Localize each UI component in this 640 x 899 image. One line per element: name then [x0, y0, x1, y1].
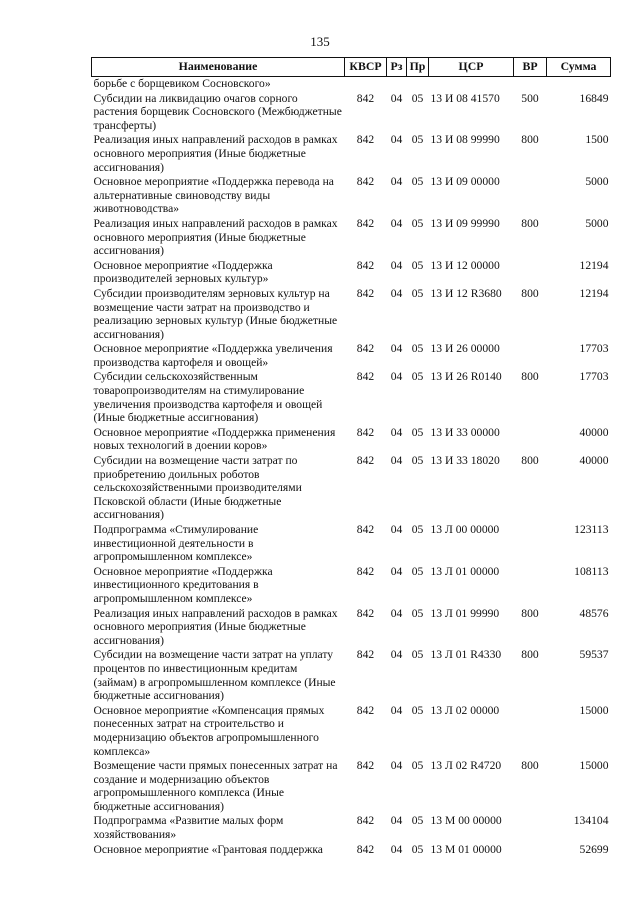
cell-kvsr: 842 [356, 759, 375, 773]
budget-table [91, 57, 611, 857]
cell-name: Основное мероприятие «Компенсация прямых понесенных затрат на строительство и модернизацию объектов агропромышленного комплекса» [93, 703, 325, 758]
cell-name: Основное мероприятие «Поддержка увеличения производства картофеля и овощей» [93, 342, 333, 369]
cell-csr: 13 И 26 R0140 [430, 370, 502, 384]
cell-rz: 04 [390, 133, 403, 147]
table-row [92, 133, 611, 175]
table-row [92, 607, 611, 649]
cell-pr: 05 [411, 759, 424, 773]
cell-name: Основное мероприятие «Поддержка перевода на альтернативные свиноводству виды животноводства» [93, 175, 334, 216]
cell-rz: 04 [390, 175, 403, 189]
cell-pr: 05 [411, 370, 424, 384]
page-number: 135 [310, 34, 330, 49]
cell-sum: 16849 [579, 91, 609, 105]
cell-kvsr: 842 [356, 842, 375, 856]
cell-rz [387, 77, 407, 92]
cell-pr [407, 77, 429, 92]
cell-csr: 13 И 12 R3680 [430, 286, 502, 300]
cell-vr [514, 342, 547, 370]
cell-kvsr: 842 [356, 342, 375, 356]
cell-name: Реализация иных направлений расходов в рамках основного мероприятия (Иные бюджетные ассигнования) [93, 133, 338, 174]
cell-rz: 04 [390, 564, 403, 578]
cell-sum: 17703 [579, 370, 609, 384]
cell-rz: 04 [390, 606, 403, 620]
cell-kvsr: 842 [356, 216, 375, 230]
cell-csr: 13 Л 01 R4330 [430, 648, 502, 662]
header-name: Наименование [92, 58, 345, 77]
table-row [92, 843, 611, 858]
cell-name: Субсидии на возмещение части затрат на уплату процентов по инвестиционным кредитам (займам) в агропромышленном комплексе (Иные бюджетные ассигнования) [93, 648, 336, 703]
cell-csr: 13 И 12 00000 [430, 258, 500, 272]
table-row [92, 454, 611, 523]
cell-name: Основное мероприятие «Поддержка производителей зерновых культур» [93, 258, 273, 286]
cell-sum [547, 77, 611, 92]
header-csr: ЦСР [429, 58, 514, 77]
cell-sum: 15000 [579, 759, 609, 773]
table-row [92, 759, 611, 814]
cell-name: Основное мероприятие «Поддержка инвестиционного кредитования в агропромышленном комплексе» [93, 564, 273, 605]
cell-pr: 05 [411, 425, 424, 439]
cell-sum: 134104 [573, 814, 609, 828]
cell-sum: 108113 [574, 564, 609, 578]
table-row [92, 648, 611, 703]
table-row [92, 814, 611, 842]
cell-pr: 05 [411, 286, 424, 300]
cell-vr: 800 [521, 454, 539, 468]
cell-rz: 04 [390, 342, 403, 356]
cell-pr: 05 [411, 703, 424, 717]
cell-sum: 123113 [574, 523, 609, 536]
cell-pr: 05 [411, 454, 424, 468]
header-sum: Сумма [547, 58, 611, 77]
cell-rz: 04 [390, 286, 403, 300]
cell-pr: 05 [411, 606, 424, 620]
cell-pr: 05 [411, 91, 424, 105]
cell-sum: 40000 [579, 454, 609, 468]
cell-csr: 13 Л 00 00000 [430, 523, 500, 536]
cell-vr [514, 704, 547, 759]
cell-rz: 04 [390, 703, 403, 717]
table-header-row [92, 58, 611, 77]
table-row [92, 259, 611, 287]
cell-kvsr: 842 [356, 703, 375, 717]
cell-pr: 05 [411, 175, 424, 189]
cell-vr [514, 814, 547, 842]
cell-csr: 13 И 09 00000 [430, 175, 500, 189]
cell-name: Субсидии на ликвидацию очагов сорного растения борщевик Сосновского (Межбюджетные трансферты) [93, 91, 342, 132]
cell-pr: 05 [411, 564, 424, 578]
table-row [92, 77, 611, 92]
cell-rz: 04 [390, 523, 403, 536]
cell-rz: 04 [390, 454, 403, 468]
cell-csr: 13 И 08 99990 [430, 133, 500, 147]
cell-pr: 05 [411, 216, 424, 230]
cell-csr: 13 Л 01 99990 [430, 606, 500, 620]
table-row [92, 92, 611, 134]
table-row [92, 704, 611, 759]
cell-csr: 13 Л 01 00000 [430, 564, 500, 578]
cell-kvsr [345, 77, 387, 92]
cell-name: Основное мероприятие «Поддержка применения новых технологий в доении коров» [93, 425, 336, 453]
table-row [92, 217, 611, 259]
cell-vr [514, 565, 547, 607]
cell-kvsr: 842 [356, 454, 375, 468]
cell-vr [514, 175, 547, 217]
cell-sum: 5000 [585, 175, 609, 189]
cell-sum: 5000 [585, 216, 609, 230]
table-row [92, 426, 611, 454]
table-row [92, 523, 611, 565]
cell-rz: 04 [390, 648, 403, 662]
cell-sum: 17703 [579, 342, 609, 356]
table-row [92, 565, 611, 607]
cell-sum: 48576 [579, 606, 609, 620]
cell-vr: 800 [521, 216, 539, 230]
cell-rz: 04 [390, 258, 403, 272]
cell-name: Возмещение части прямых понесенных затрат на создание и модернизацию объектов агропромышленного комплекса (Иные бюджетные ассигнования) [93, 759, 338, 813]
cell-sum: 15000 [579, 703, 609, 717]
cell-sum: 1500 [585, 133, 609, 147]
cell-csr [429, 77, 514, 92]
cell-csr: 13 И 33 00000 [430, 425, 500, 439]
cell-csr: 13 И 26 00000 [430, 342, 500, 356]
cell-name: Основное мероприятие «Грантовая поддержка [93, 842, 323, 856]
cell-vr: 800 [521, 370, 539, 384]
cell-sum: 12194 [579, 286, 609, 300]
cell-rz: 04 [390, 370, 403, 384]
cell-sum: 12194 [579, 258, 609, 272]
cell-sum: 52699 [579, 842, 609, 856]
cell-kvsr: 842 [356, 425, 375, 439]
cell-kvsr: 842 [356, 258, 375, 272]
cell-name: Субсидии производителям зерновых культур на возмещение части затрат на производство и реализацию зерновых культур (Иные бюджетные ассигнования) [93, 286, 338, 341]
cell-name: Реализация иных направлений расходов в рамках основного мероприятия (Иные бюджетные ассигнования) [93, 606, 338, 647]
cell-rz: 04 [390, 216, 403, 230]
cell-name: Реализация иных направлений расходов в рамках основного мероприятия (Иные бюджетные ассигнования) [93, 216, 338, 258]
cell-vr: 800 [521, 133, 539, 147]
cell-kvsr: 842 [356, 286, 375, 300]
cell-kvsr: 842 [356, 648, 375, 662]
cell-name: Подпрограмма «Стимулирование инвестиционной деятельности в агропромышленном комплексе» [93, 523, 259, 564]
cell-rz: 04 [390, 842, 403, 856]
cell-kvsr: 842 [356, 91, 375, 105]
cell-csr: 13 Л 02 R4720 [430, 759, 502, 773]
cell-vr: 800 [521, 759, 539, 773]
cell-pr: 05 [411, 648, 424, 662]
cell-pr: 05 [411, 523, 424, 536]
cell-name: борьбе с борщевиком Сосновского» [93, 77, 271, 90]
cell-csr: 13 И 08 41570 [430, 91, 500, 105]
cell-vr [514, 426, 547, 454]
cell-kvsr: 842 [356, 523, 375, 536]
cell-kvsr: 842 [356, 814, 375, 828]
cell-csr: 13 И 09 99990 [430, 216, 500, 230]
cell-pr: 05 [411, 258, 424, 272]
cell-pr: 05 [411, 342, 424, 356]
cell-csr: 13 И 33 18020 [430, 454, 500, 468]
cell-vr: 500 [521, 91, 539, 105]
cell-vr: 800 [521, 648, 539, 662]
cell-vr [514, 259, 547, 287]
header-kvsr: КВСР [345, 58, 387, 77]
table-row [92, 175, 611, 217]
cell-vr [514, 523, 547, 565]
cell-rz: 04 [390, 91, 403, 105]
cell-kvsr: 842 [356, 564, 375, 578]
cell-csr: 13 М 00 00000 [430, 814, 502, 828]
cell-kvsr: 842 [356, 175, 375, 189]
cell-csr: 13 М 01 00000 [430, 842, 502, 856]
cell-pr: 05 [411, 842, 424, 856]
cell-csr: 13 Л 02 00000 [430, 703, 500, 717]
cell-rz: 04 [390, 814, 403, 828]
table-row [92, 287, 611, 342]
cell-kvsr: 842 [356, 606, 375, 620]
cell-name: Подпрограмма «Развитие малых форм хозяйствования» [93, 814, 284, 842]
header-pr: Пр [407, 58, 429, 77]
header-rz: Рз [387, 58, 407, 77]
cell-name: Субсидии на возмещение части затрат по приобретению доильных роботов сельскохозяйственными производителями Псковской области (Иные бюджетные ассигнования) [93, 454, 302, 522]
table-body [92, 77, 611, 858]
header-vr: ВР [514, 58, 547, 77]
cell-kvsr: 842 [356, 370, 375, 384]
cell-pr: 05 [411, 814, 424, 828]
cell-vr: 800 [521, 606, 539, 620]
cell-vr: 800 [521, 286, 539, 300]
cell-sum: 59537 [579, 648, 609, 662]
cell-vr [514, 77, 547, 92]
table-row [92, 370, 611, 425]
cell-name: Субсидии сельскохозяйственным товаропроизводителям на стимулирование увеличения производства картофеля и овощей (Иные бюджетные ассигнования) [93, 370, 323, 425]
cell-vr [514, 843, 547, 858]
cell-pr: 05 [411, 133, 424, 147]
cell-kvsr: 842 [356, 133, 375, 147]
table-row [92, 342, 611, 370]
cell-rz: 04 [390, 759, 403, 773]
cell-rz: 04 [390, 425, 403, 439]
cell-sum: 40000 [579, 425, 609, 439]
